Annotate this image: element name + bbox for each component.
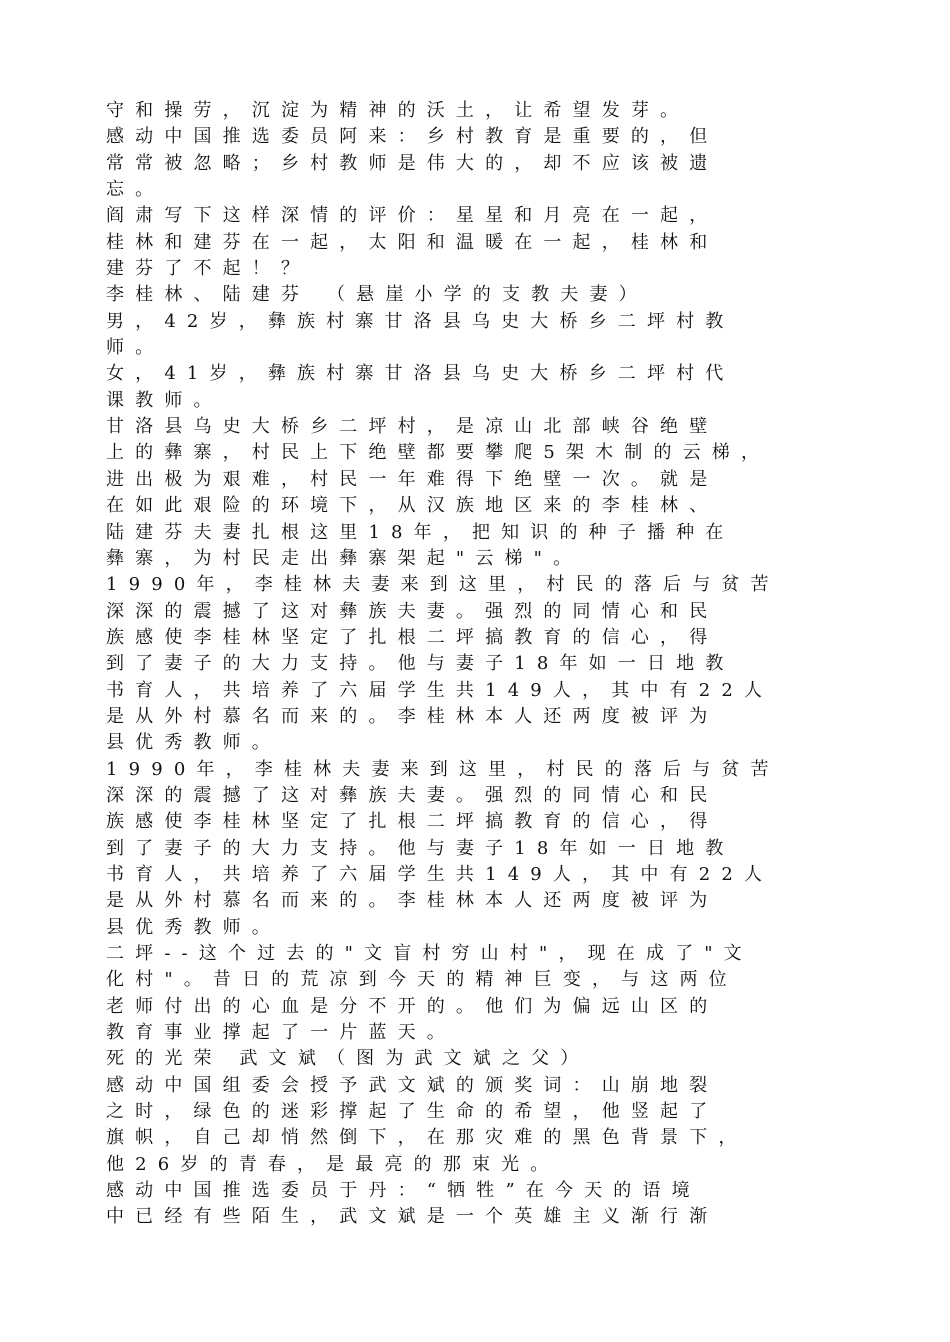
text-line: 之时，绿色的迷彩撑起了生命的希望，他竖起了	[106, 1101, 719, 1123]
text-line: 师。	[106, 337, 165, 359]
text-line: 感动中国推选委员于丹：“牺牲”在今天的语境	[106, 1180, 701, 1202]
document-body	[106, 98, 866, 1231]
text-line: 县优秀教师。	[106, 916, 281, 938]
text-line: 到了妻子的大力支持。他与妻子18年如一日地教	[106, 653, 735, 675]
text-line: 陆建芬夫妻扎根这里18年，把知识的种子播种在	[106, 521, 735, 543]
text-line: 书育人，共培养了六届学生共149人，其中有22人	[106, 679, 774, 701]
text-line: 化村"。昔日的荒凉到今天的精神巨变，与这两位	[106, 969, 738, 991]
text-line: 老师付出的心血是分不开的。他们为偏远山区的	[106, 995, 719, 1017]
section-heading: 死的光荣 武文斌（图为武文斌之父）	[106, 1048, 590, 1070]
text-line: 桂林和建芬在一起，太阳和温暖在一起，桂林和	[106, 231, 719, 253]
text-line: 感动中国推选委员阿来：乡村教育是重要的，但	[106, 126, 719, 148]
text-line: 1990年，李桂林夫妻来到这里，村民的落后与贫苦	[106, 758, 780, 780]
text-line: 常常被忽略；乡村教师是伟大的，却不应该被遗	[106, 152, 719, 174]
text-line: 教育事业撑起了一片蓝天。	[106, 1022, 456, 1044]
text-line: 书育人，共培养了六届学生共149人，其中有22人	[106, 863, 774, 885]
text-line: 女，41岁，彝族村寨甘洛县乌史大桥乡二坪村代	[106, 363, 735, 385]
text-line: 进出极为艰难，村民一年难得下绝壁一次。就是	[106, 468, 719, 490]
text-line: 在如此艰险的环境下，从汉族地区来的李桂林、	[106, 495, 719, 517]
text-line: 旗帜，自己却悄然倒下，在那灾难的黑色背景下，	[106, 1127, 748, 1149]
text-line: 忘。	[106, 179, 165, 201]
text-line: 上的彝寨，村民上下绝壁都要攀爬5架木制的云梯，	[106, 442, 771, 464]
text-line: 他26岁的青春，是最亮的那束光。	[106, 1153, 560, 1175]
text-line: 感动中国组委会授予武文斌的颁奖词：山崩地裂	[106, 1074, 719, 1096]
text-line: 彝寨，为村民走出彝寨架起"云梯"。	[106, 547, 583, 569]
text-line: 深深的震撼了这对彝族夫妻。强烈的同情心和民	[106, 600, 719, 622]
text-line: 是从外村慕名而来的。李桂林本人还两度被评为	[106, 890, 719, 912]
text-line: 族感使李桂林坚定了扎根二坪搞教育的信心，得	[106, 626, 719, 648]
text-line: 是从外村慕名而来的。李桂林本人还两度被评为	[106, 705, 719, 727]
text-line: 到了妻子的大力支持。他与妻子18年如一日地教	[106, 837, 735, 859]
text-line: 1990年，李桂林夫妻来到这里，村民的落后与贫苦	[106, 574, 780, 596]
text-line: 建芬了不起！？	[106, 258, 311, 280]
text-line: 守和操劳，沉淀为精神的沃土，让希望发芽。	[106, 100, 690, 121]
section-heading: 李桂林、陆建芬 （悬崖小学的支教夫妻）	[106, 284, 648, 306]
text-line: 课教师。	[106, 389, 223, 411]
text-line: 族感使李桂林坚定了扎根二坪搞教育的信心，得	[106, 811, 719, 833]
text-line: 甘洛县乌史大桥乡二坪村，是凉山北部峡谷绝壁	[106, 416, 719, 438]
text-line: 中已经有些陌生，武文斌是一个英雄主义渐行渐	[106, 1206, 719, 1228]
text-line: 阎肃写下这样深情的评价：星星和月亮在一起，	[106, 205, 719, 227]
text-line: 深深的震撼了这对彝族夫妻。强烈的同情心和民	[106, 784, 719, 806]
text-line: 二坪--这个过去的"文盲村穷山村"，现在成了"文	[106, 943, 753, 964]
text-line: 男，42岁，彝族村寨甘洛县乌史大桥乡二坪村教	[106, 310, 735, 332]
text-line: 县优秀教师。	[106, 732, 281, 754]
